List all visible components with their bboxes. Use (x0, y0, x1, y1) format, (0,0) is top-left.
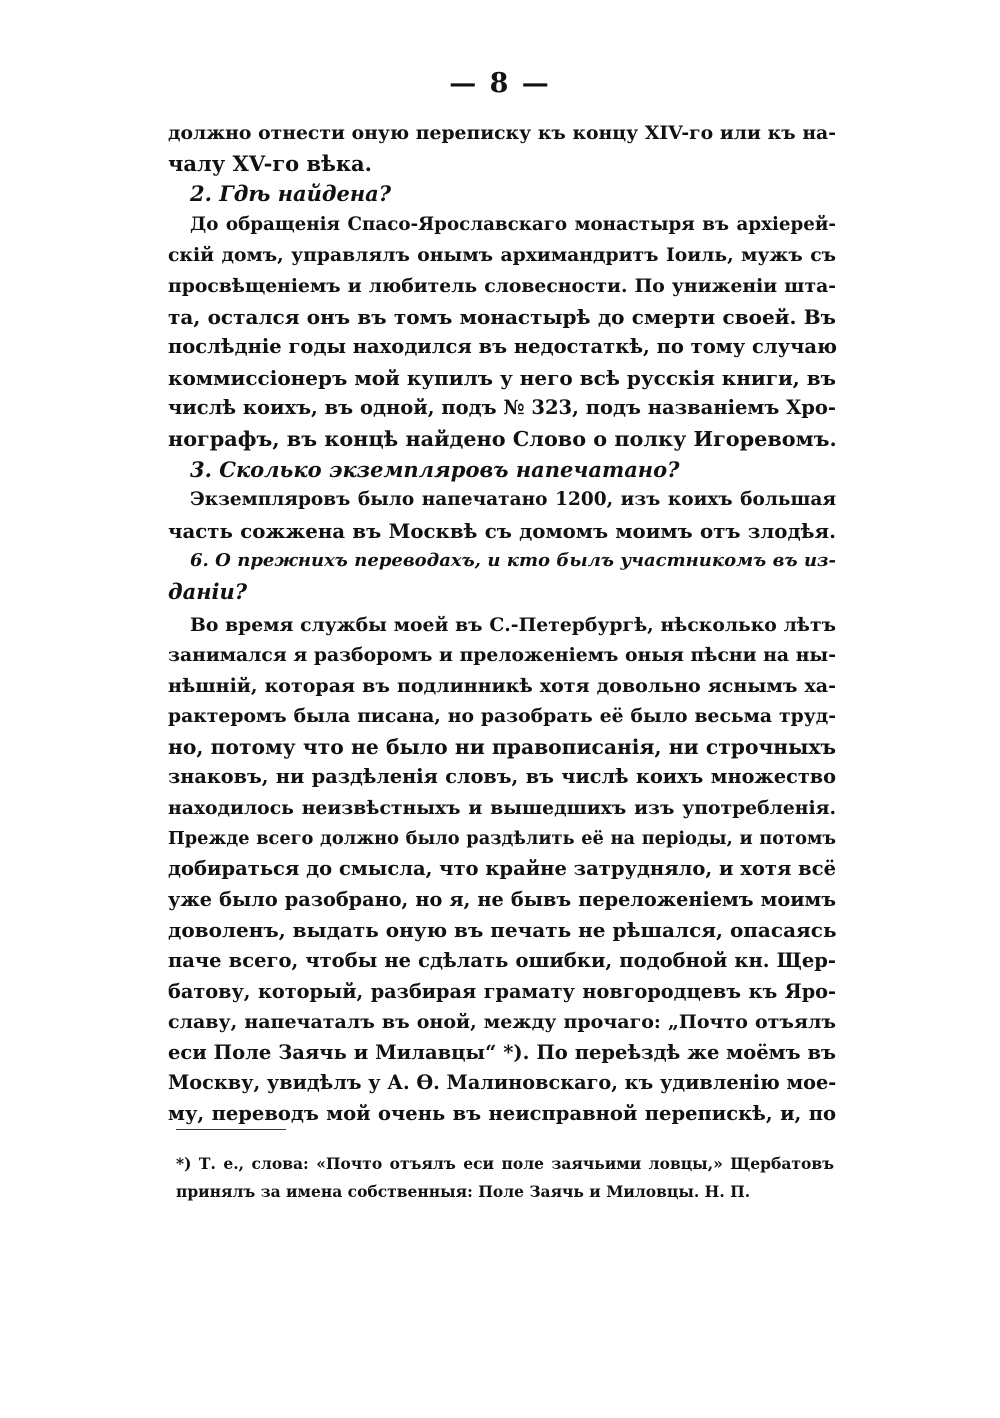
page-number: — 8 — (449, 68, 551, 99)
text-line: нографъ, въ концѣ найдено Слово о полку Игоревомъ. (168, 426, 837, 451)
text-line: Экземпляровъ было напечатано 1200, изъ коихъ большая (190, 489, 836, 511)
text-line: просвѣщеніемъ и любитель словесности. По униженіи шта- (168, 274, 836, 297)
text-line: даніи? (168, 578, 248, 604)
text-line: та, остался онъ въ томъ монастырѣ до смерти своей. Въ (168, 304, 836, 329)
text-line: Москву, увидѣлъ у А. Ѳ. Малиновскаго, къ удивленію моe- (168, 1071, 837, 1095)
text-line: доволенъ, выдать оную въ печать не рѣшался, опасаясь (168, 918, 837, 943)
text-line: 6. О прежнихъ переводахъ, и кто былъ участникомъ въ из- (190, 550, 836, 572)
footnote (176, 1150, 834, 1206)
text-line: славу, напечаталъ въ оной, между прочаго: „Почто отъялъ (168, 1011, 836, 1034)
text-line: послѣдніе годы находился въ недостаткѣ, по тому случаю (168, 335, 837, 359)
text-line: паче всего, чтобы не сдѣлать ошибки, подобной кн. Щер- (168, 949, 836, 973)
text-line: 2. Гдѣ найдена? (190, 181, 392, 207)
text-line: часть сожжена въ Москвѣ съ домомъ моимъ отъ злодѣя. (168, 518, 836, 543)
text-line: Во время службы моей въ С.-Петербургѣ, нѣсколько лѣтъ (190, 613, 836, 636)
footnote-line: *) Т. е., слова: «Почто отъялъ еси поле заячьими ловцы,» Щербатовъ (176, 1154, 834, 1173)
text-line: До обращенія Спасо-Ярославскаго монастыря въ архіерей- (190, 213, 836, 235)
text-line: рактеромъ была писана, но разобрать её было весьма труд- (168, 705, 836, 728)
text-line: 3. Сколько экземпляровъ напечатано? (190, 456, 680, 482)
text-line: еси Поле Заячь и Милавцы“ *). По переѣздѣ же моёмъ въ (168, 1040, 836, 1064)
text-line: му, переводъ мой очень въ неисправной перепискѣ, и, по (168, 1102, 836, 1125)
text-line: занимался я разборомъ и преложеніемъ оныя пѣсни на ны- (168, 644, 836, 667)
text-line: добираться до смысла, что крайне затрудняло, и хотя всё (168, 857, 836, 881)
text-line: находилось неизвѣстныхъ и вышедшихъ изъ употребленія. (168, 797, 836, 820)
footnote-line: принялъ за имена собственныя: Поле Заячь и Миловцы. Н. П. (176, 1182, 751, 1201)
text-line: уже было разобрано, но я, не бывъ переложеніемъ моимъ (168, 887, 836, 911)
footnote-separator (176, 1129, 286, 1130)
text-line: должно отнести оную переписку къ концу XIV-го или къ на- (168, 122, 836, 144)
text-line: чалу XV-го вѣка. (168, 150, 372, 176)
text-line: батову, который, разбирая грамату новгородцевъ къ Яро- (168, 979, 836, 1003)
text-line: скій домъ, управлялъ онымъ архимандритъ Іоиль, мужъ съ (168, 244, 836, 267)
text-line: коммиссіонеръ мой купилъ у него всѣ русскія книги, въ (168, 365, 836, 390)
text-line: но, потому что не было ни правописанія, ни строчныхъ (168, 734, 836, 759)
text-line: Прежде всего должно было раздѣлить её на періоды, и потомъ (168, 827, 836, 849)
text-line: знаковъ, ни раздѣленія словъ, въ числѣ коихъ множество (168, 765, 836, 789)
main-text (168, 118, 836, 1130)
text-line: числѣ коихъ, въ одной, подъ № 323, подъ названіемъ Хро- (168, 396, 836, 420)
text-line: нѣшній, которая въ подлинникѣ хотя довольно яснымъ ха- (168, 674, 836, 697)
